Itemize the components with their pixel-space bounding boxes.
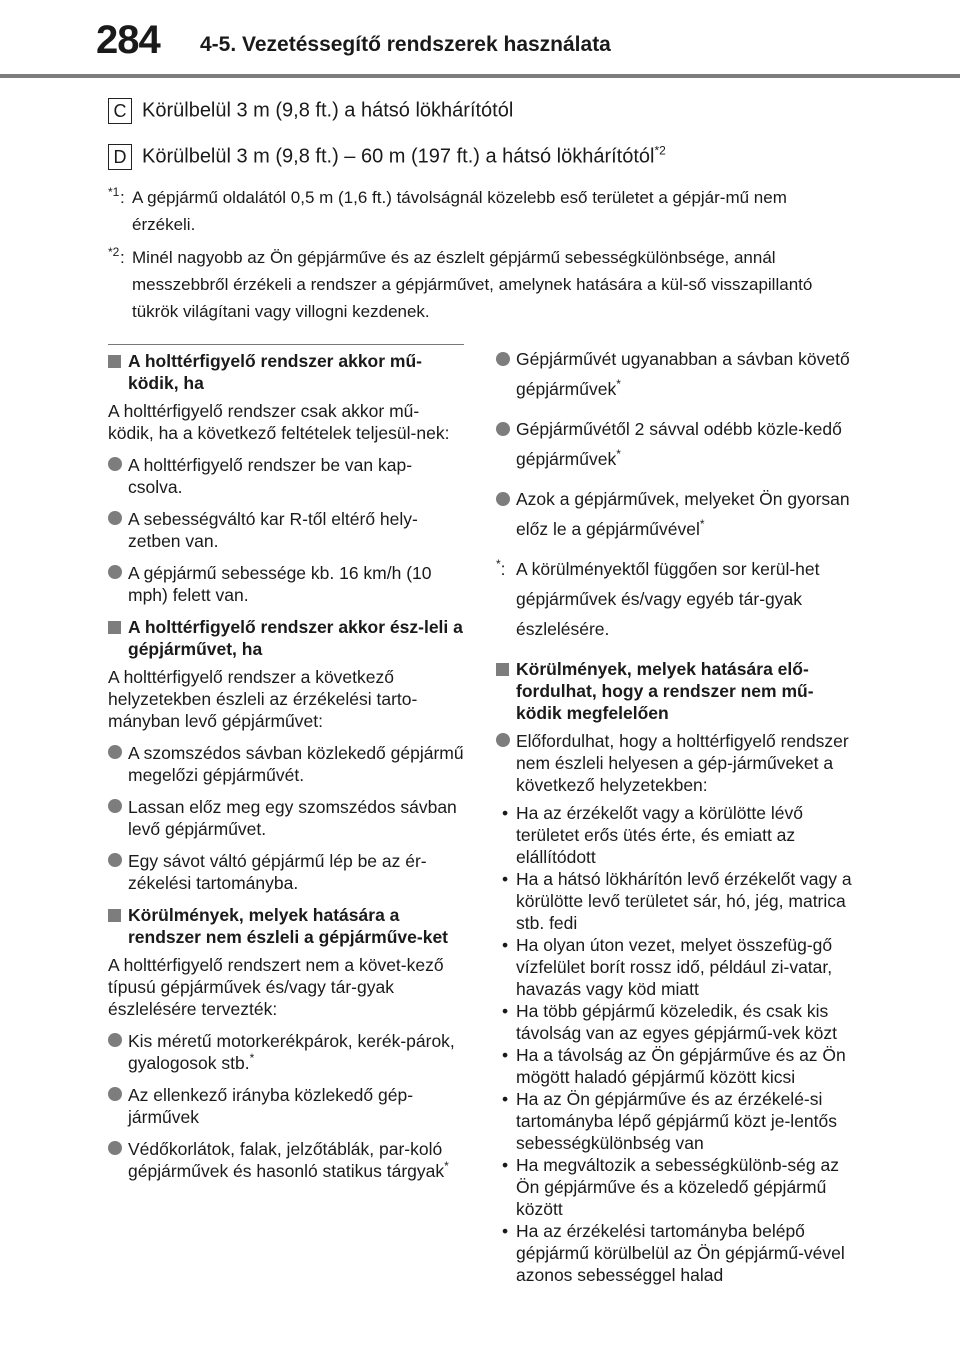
- list-item: Gépjárművét ugyanabban a sávban követő gépjárművek*: [496, 344, 856, 404]
- bullet-dot-icon: [108, 799, 122, 813]
- note-1-text: A gépjármű oldalától 0,5 m (1,6 ft.) távolságnál közelebb eső területet a gépjár-mű nem érzékeli.: [132, 188, 787, 234]
- list-item: Gépjárművétől 2 sávval odébb közle-kedő gépjárművek*: [496, 414, 856, 474]
- range-d: [108, 144, 666, 170]
- page-number: 284: [96, 18, 160, 62]
- range-c-text: Körülbelül 3 m (9,8 ft.) a hátsó lökhárítótól: [142, 99, 514, 122]
- range-d-sup: *2: [654, 143, 666, 158]
- list-item: Védőkorlátok, falak, jelzőtáblák, par-koló gépjárművek és hasonló statikus tárgyak*: [108, 1138, 464, 1182]
- range-c: [108, 98, 513, 124]
- range-d-text: Körülbelül 3 m (9,8 ft.) – 60 m (197 ft.) a hátsó lökhárítótól: [142, 145, 655, 168]
- heading-malfunction: Körülmények, melyek hatására elő-fordulhat, hogy a rendszer nem mű-ködik megfelelően: [496, 658, 856, 724]
- bullet-dot-icon: [108, 511, 122, 525]
- list-item: Az ellenkező irányba közlekedő gép-járművek: [108, 1084, 464, 1128]
- list-item: Kis méretű motorkerékpárok, kerék-párok, gyalogosok stb.*: [108, 1030, 464, 1074]
- list-item: • Ha az érzékelési tartományba belépő gépjármű körülbelül az Ön gépjármű-vével azonos sebességgel halad: [502, 1221, 845, 1285]
- list-item: A holttérfigyelő rendszer be van kap-csolva.: [108, 454, 464, 498]
- header-rule: [0, 74, 960, 78]
- heading-operation: A holttérfigyelő rendszer akkor mű-ködik, ha: [108, 344, 464, 394]
- section-title: 4-5. Vezetéssegítő rendszerek használata: [200, 33, 611, 56]
- bullet-dot-icon: [108, 853, 122, 867]
- square-marker-icon: [108, 621, 121, 634]
- list-item: A sebességváltó kar R-től eltérő hely-zetben van.: [108, 508, 464, 552]
- bullet-dot-icon: [108, 565, 122, 579]
- condition-list: [496, 802, 856, 1286]
- list-item: • Ha olyan úton vezet, melyet összefüg-gő vízfelület borít rossz idő, például zi-vatar, havazás vagy köd miatt: [502, 935, 833, 999]
- note-2-text: Minél nagyobb az Ön gépjárműve és az észlelt gépjármű sebességkülönbsége, annál messzebbről érzékeli a rendszer a gépjárművet, amelynek hatására a kül-ső visszapillantó tükrök világítani vagy villogni kezdenek.: [132, 248, 813, 321]
- bullet-dot-icon: [108, 457, 122, 471]
- bullet-dot-icon: [108, 1033, 122, 1047]
- list-item: Lassan előz meg egy szomszédos sávban levő gépjárművet.: [108, 796, 464, 840]
- bullet-dot-icon: [496, 352, 510, 366]
- list-item: • Ha az érzékelőt vagy a körülötte lévő területet erős ütés érte, és emiatt az elállítódott: [502, 803, 803, 867]
- right-column: [496, 344, 856, 1286]
- list-item: Azok a gépjárművek, melyeket Ön gyorsan előz le a gépjárművével*: [496, 484, 856, 544]
- square-marker-icon: [496, 663, 509, 676]
- list-item: • Ha az Ön gépjárműve és az érzékelé-si tartományba lépő gépjármű közt je-lentős sebességkülönbség van: [502, 1089, 838, 1153]
- list-item: Előfordulhat, hogy a holttérfigyelő rendszer nem észleli helyesen a gép-járműveket a következő helyzetekben:: [496, 730, 856, 796]
- bullet-dot-icon: [108, 1141, 122, 1155]
- list-item: A szomszédos sávban közlekedő gépjármű megelőzi gépjárművét.: [108, 742, 464, 786]
- label-box-c: C: [108, 98, 132, 124]
- label-box-d: D: [108, 144, 132, 170]
- bullet-dot-icon: [496, 733, 510, 747]
- paragraph: A holttérfigyelő rendszer csak akkor mű-ködik, ha a következő feltételek teljesül-nek:: [108, 401, 450, 443]
- footnote: *: A körülményektől függően sor kerül-het gépjárművek és/vagy egyéb tár-gyak észlelésére.: [496, 557, 820, 639]
- list-item: Egy sávot váltó gépjármű lép be az ér-zékelési tartományba.: [108, 850, 464, 894]
- list-item: • Ha a hátsó lökhárítón levő érzékelőt vagy a körülötte levő területet sár, hó, jég, matrica stb. fedi: [502, 869, 852, 933]
- bullet-dot-icon: [108, 745, 122, 759]
- list-item: • Ha megváltozik a sebességkülönb-ség az Ön gépjárműve és a közeledő gépjármű között: [502, 1155, 839, 1219]
- list-item: • Ha több gépjármű közeledik, és csak kis távolság van az egyes gépjármű-vek közt: [502, 1001, 837, 1043]
- square-marker-icon: [108, 909, 121, 922]
- list-item: • Ha a távolság az Ön gépjárműve és az Ön mögött haladó gépjármű között kicsi: [502, 1045, 846, 1087]
- heading-detection: A holttérfigyelő rendszer akkor ész-leli a gépjárművet, ha: [108, 616, 464, 660]
- paragraph: A holttérfigyelő rendszert nem a követ-kező típusú gépjárművek és/vagy tár-gyak észlelésére tervezték:: [108, 955, 444, 1019]
- bullet-dot-icon: [496, 492, 510, 506]
- paragraph: A holttérfigyelő rendszer a következő helyzetekben észleli az érzékelési tarto-mányban levő gépjárművet:: [108, 667, 418, 731]
- page-header: [0, 0, 960, 78]
- note-2: *2 : Minél nagyobb az Ön gépjárműve és az észlelt gépjármű sebességkülönbsége, annál messzebbről érzékeli a rendszer a gépjárművet, amelynek hatására a kül-ső visszapillantó tükrök világítani vagy villogni kezdenek.: [108, 244, 848, 325]
- list-item: A gépjármű sebessége kb. 16 km/h (10 mph) felett van.: [108, 562, 464, 606]
- left-column: [108, 344, 464, 1192]
- square-marker-icon: [108, 355, 121, 368]
- bullet-dot-icon: [108, 1087, 122, 1101]
- note-1: *1 : A gépjármű oldalától 0,5 m (1,6 ft.) távolságnál közelebb eső területet a gépjár-mű nem érzékeli.: [108, 184, 848, 238]
- heading-not-detected: Körülmények, melyek hatására a rendszer nem észleli a gépjárműve-ket: [108, 904, 464, 948]
- bullet-dot-icon: [496, 422, 510, 436]
